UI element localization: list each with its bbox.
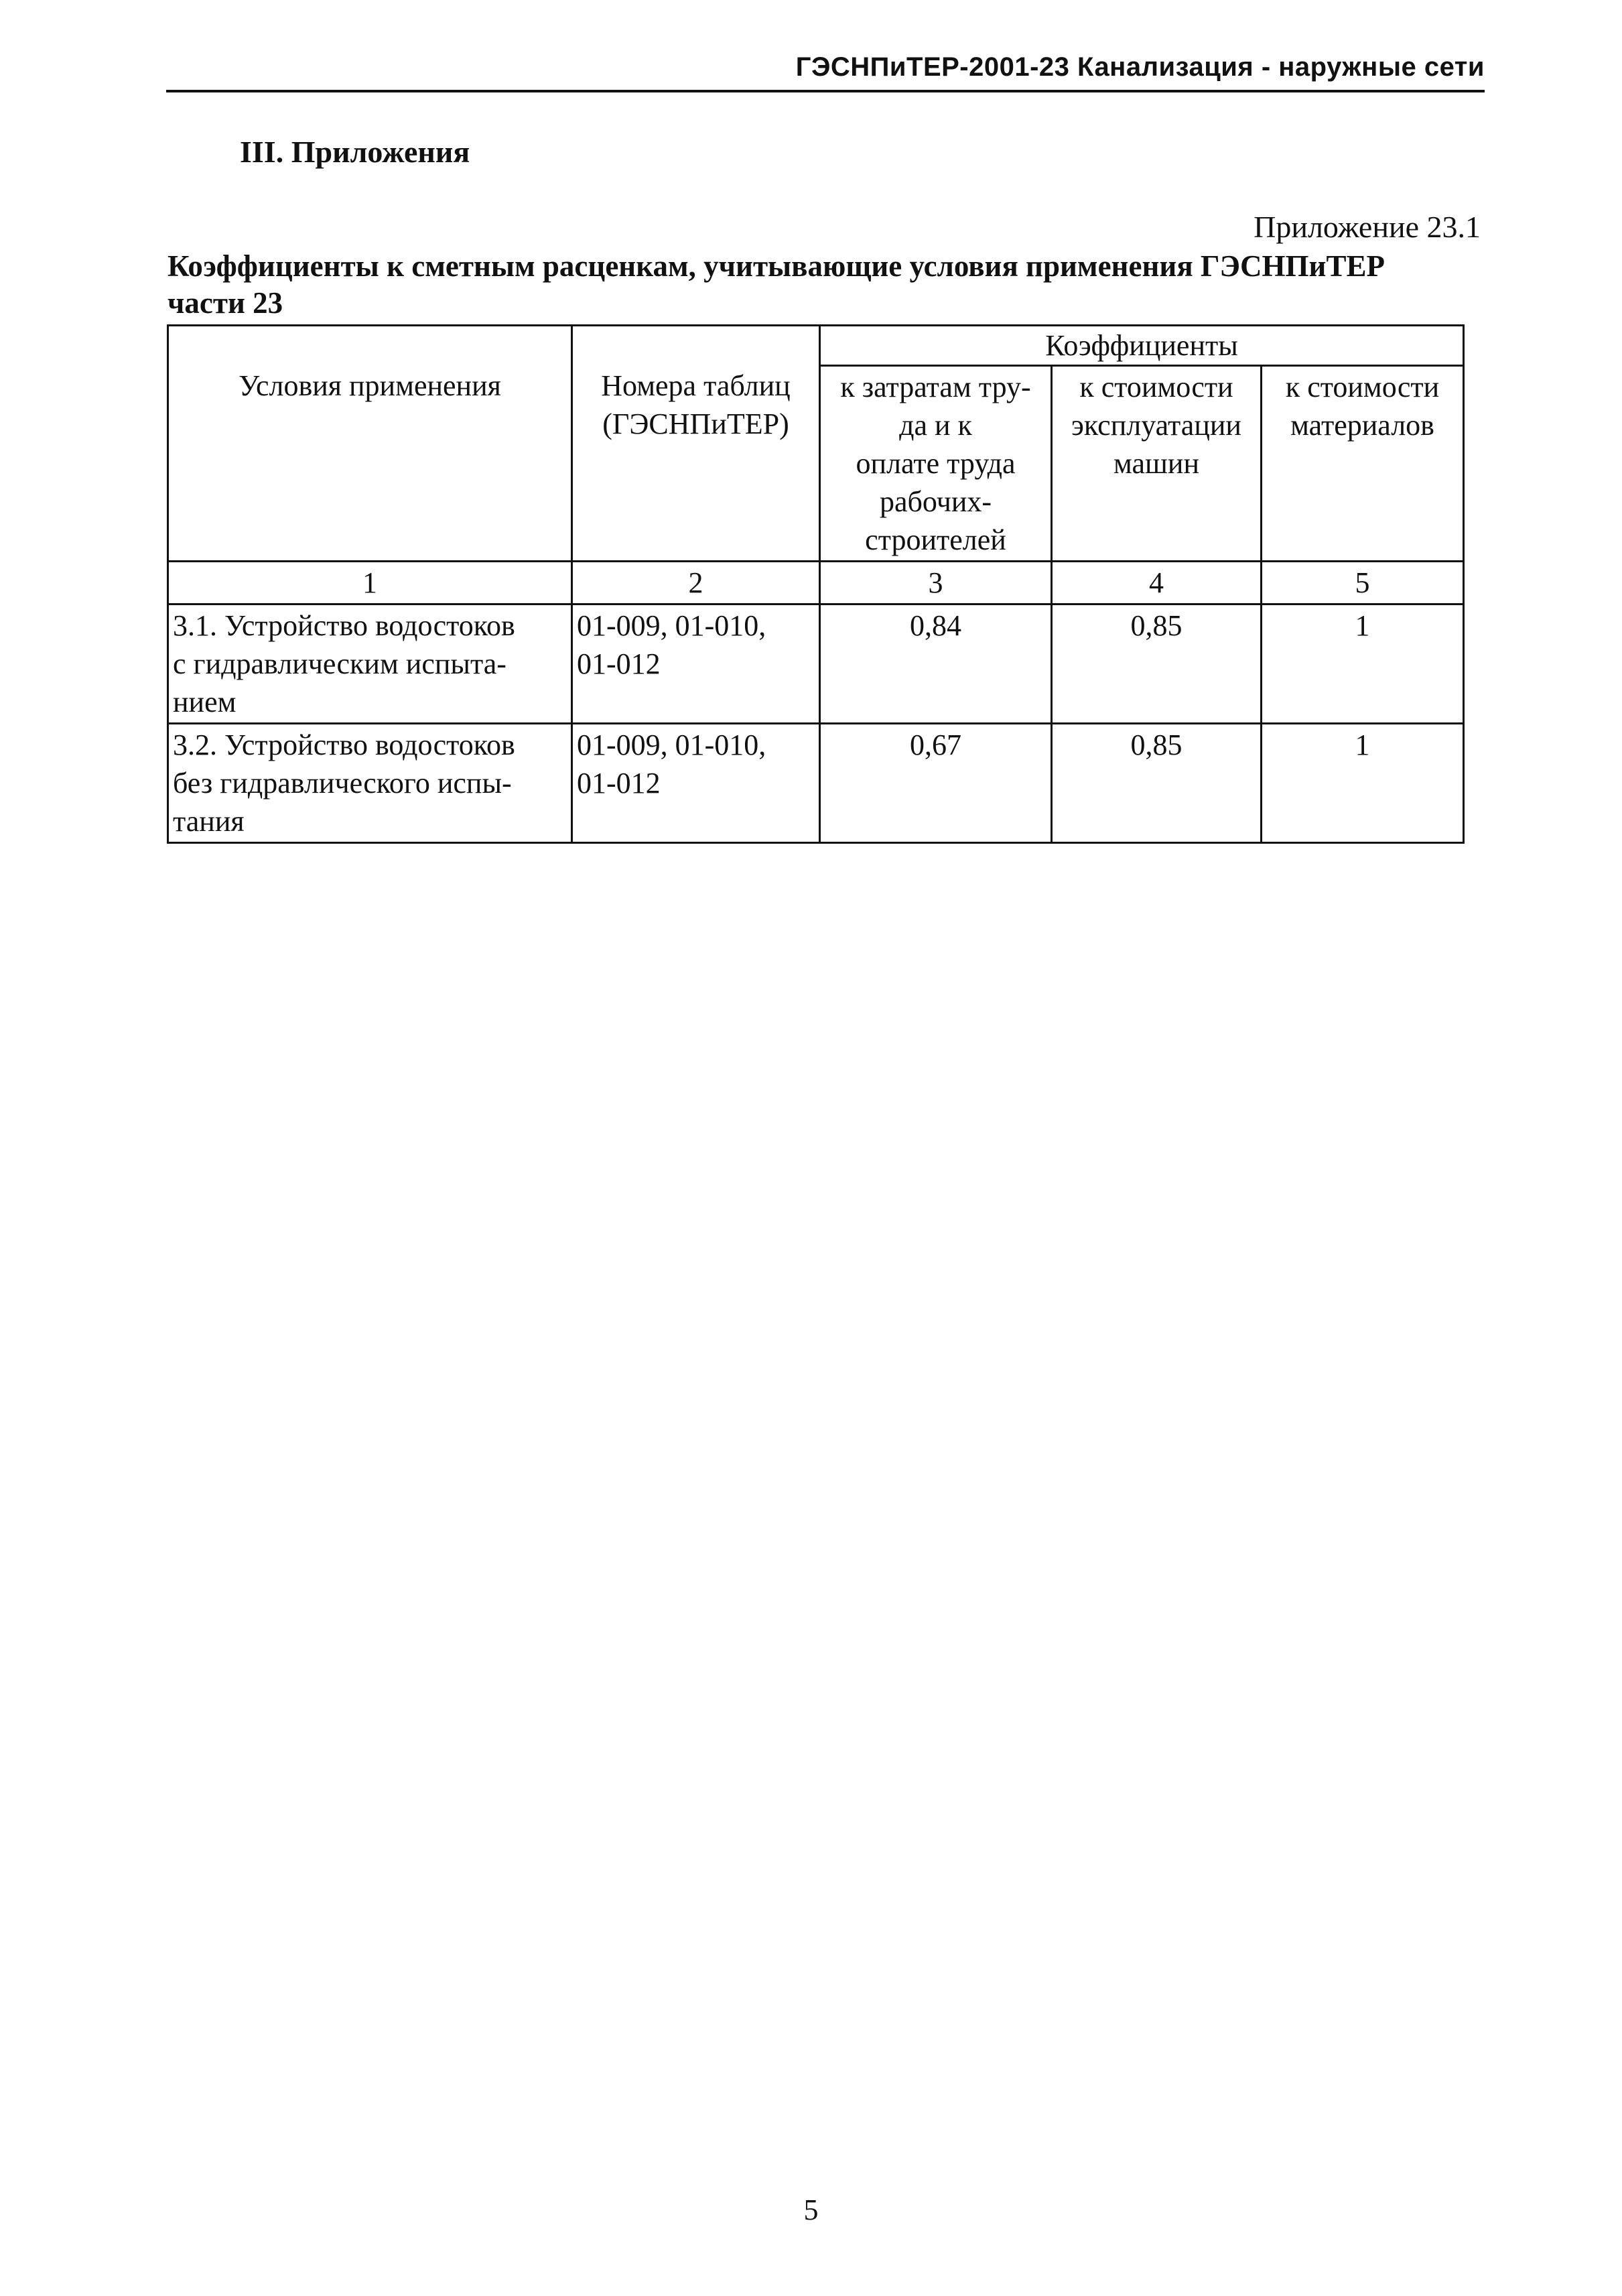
- column-number: 2: [572, 562, 820, 604]
- section-title: III. Приложения: [240, 135, 470, 169]
- row-table-numbers: 01-009, 01-010, 01-012: [572, 604, 820, 724]
- header-rule: [166, 90, 1485, 92]
- row-condition: 3.1. Устройство водостоков с гидравлическим испыта- нием: [168, 604, 572, 724]
- column-number: 1: [168, 562, 572, 604]
- appendix-number: Приложение 23.1: [1254, 210, 1481, 244]
- table-header-row: [168, 326, 1464, 366]
- row-materials-coefficient: 1: [1262, 724, 1464, 843]
- table-caption: [167, 248, 1486, 322]
- table-row: [168, 604, 1464, 724]
- table-caption-line: части 23: [167, 286, 283, 320]
- column-number: 4: [1052, 562, 1262, 604]
- row-materials-coefficient: 1: [1262, 604, 1464, 724]
- row-machines-coefficient: 0,85: [1052, 604, 1262, 724]
- header-conditions: Условия применения: [168, 326, 572, 562]
- header-coefficients-group: Коэффициенты: [820, 326, 1464, 366]
- page-number: 5: [803, 2193, 819, 2226]
- table-row: [168, 724, 1464, 843]
- header-table-numbers: Номера таблиц (ГЭСНПиТЕР): [572, 326, 820, 562]
- column-number: 5: [1262, 562, 1464, 604]
- header-materials: к стоимости материалов: [1262, 366, 1464, 562]
- header-machines: к стоимости эксплуатации машин: [1052, 366, 1262, 562]
- running-header: ГЭСНПиТЕР-2001-23 Канализация - наружные сети: [795, 52, 1485, 82]
- column-number-row: [168, 562, 1464, 604]
- header-labor: к затратам тру- да и к оплате труда рабочих- строителей: [820, 366, 1052, 562]
- row-labor-coefficient: 0,67: [820, 724, 1052, 843]
- table-caption-line: Коэффициенты к сметным расценкам, учитывающие условия применения ГЭСНПиТЕР: [167, 249, 1386, 283]
- row-table-numbers: 01-009, 01-010, 01-012: [572, 724, 820, 843]
- row-machines-coefficient: 0,85: [1052, 724, 1262, 843]
- column-number: 3: [820, 562, 1052, 604]
- row-labor-coefficient: 0,84: [820, 604, 1052, 724]
- row-condition: 3.2. Устройство водостоков без гидравлического испы- тания: [168, 724, 572, 843]
- coefficients-table: [167, 324, 1465, 844]
